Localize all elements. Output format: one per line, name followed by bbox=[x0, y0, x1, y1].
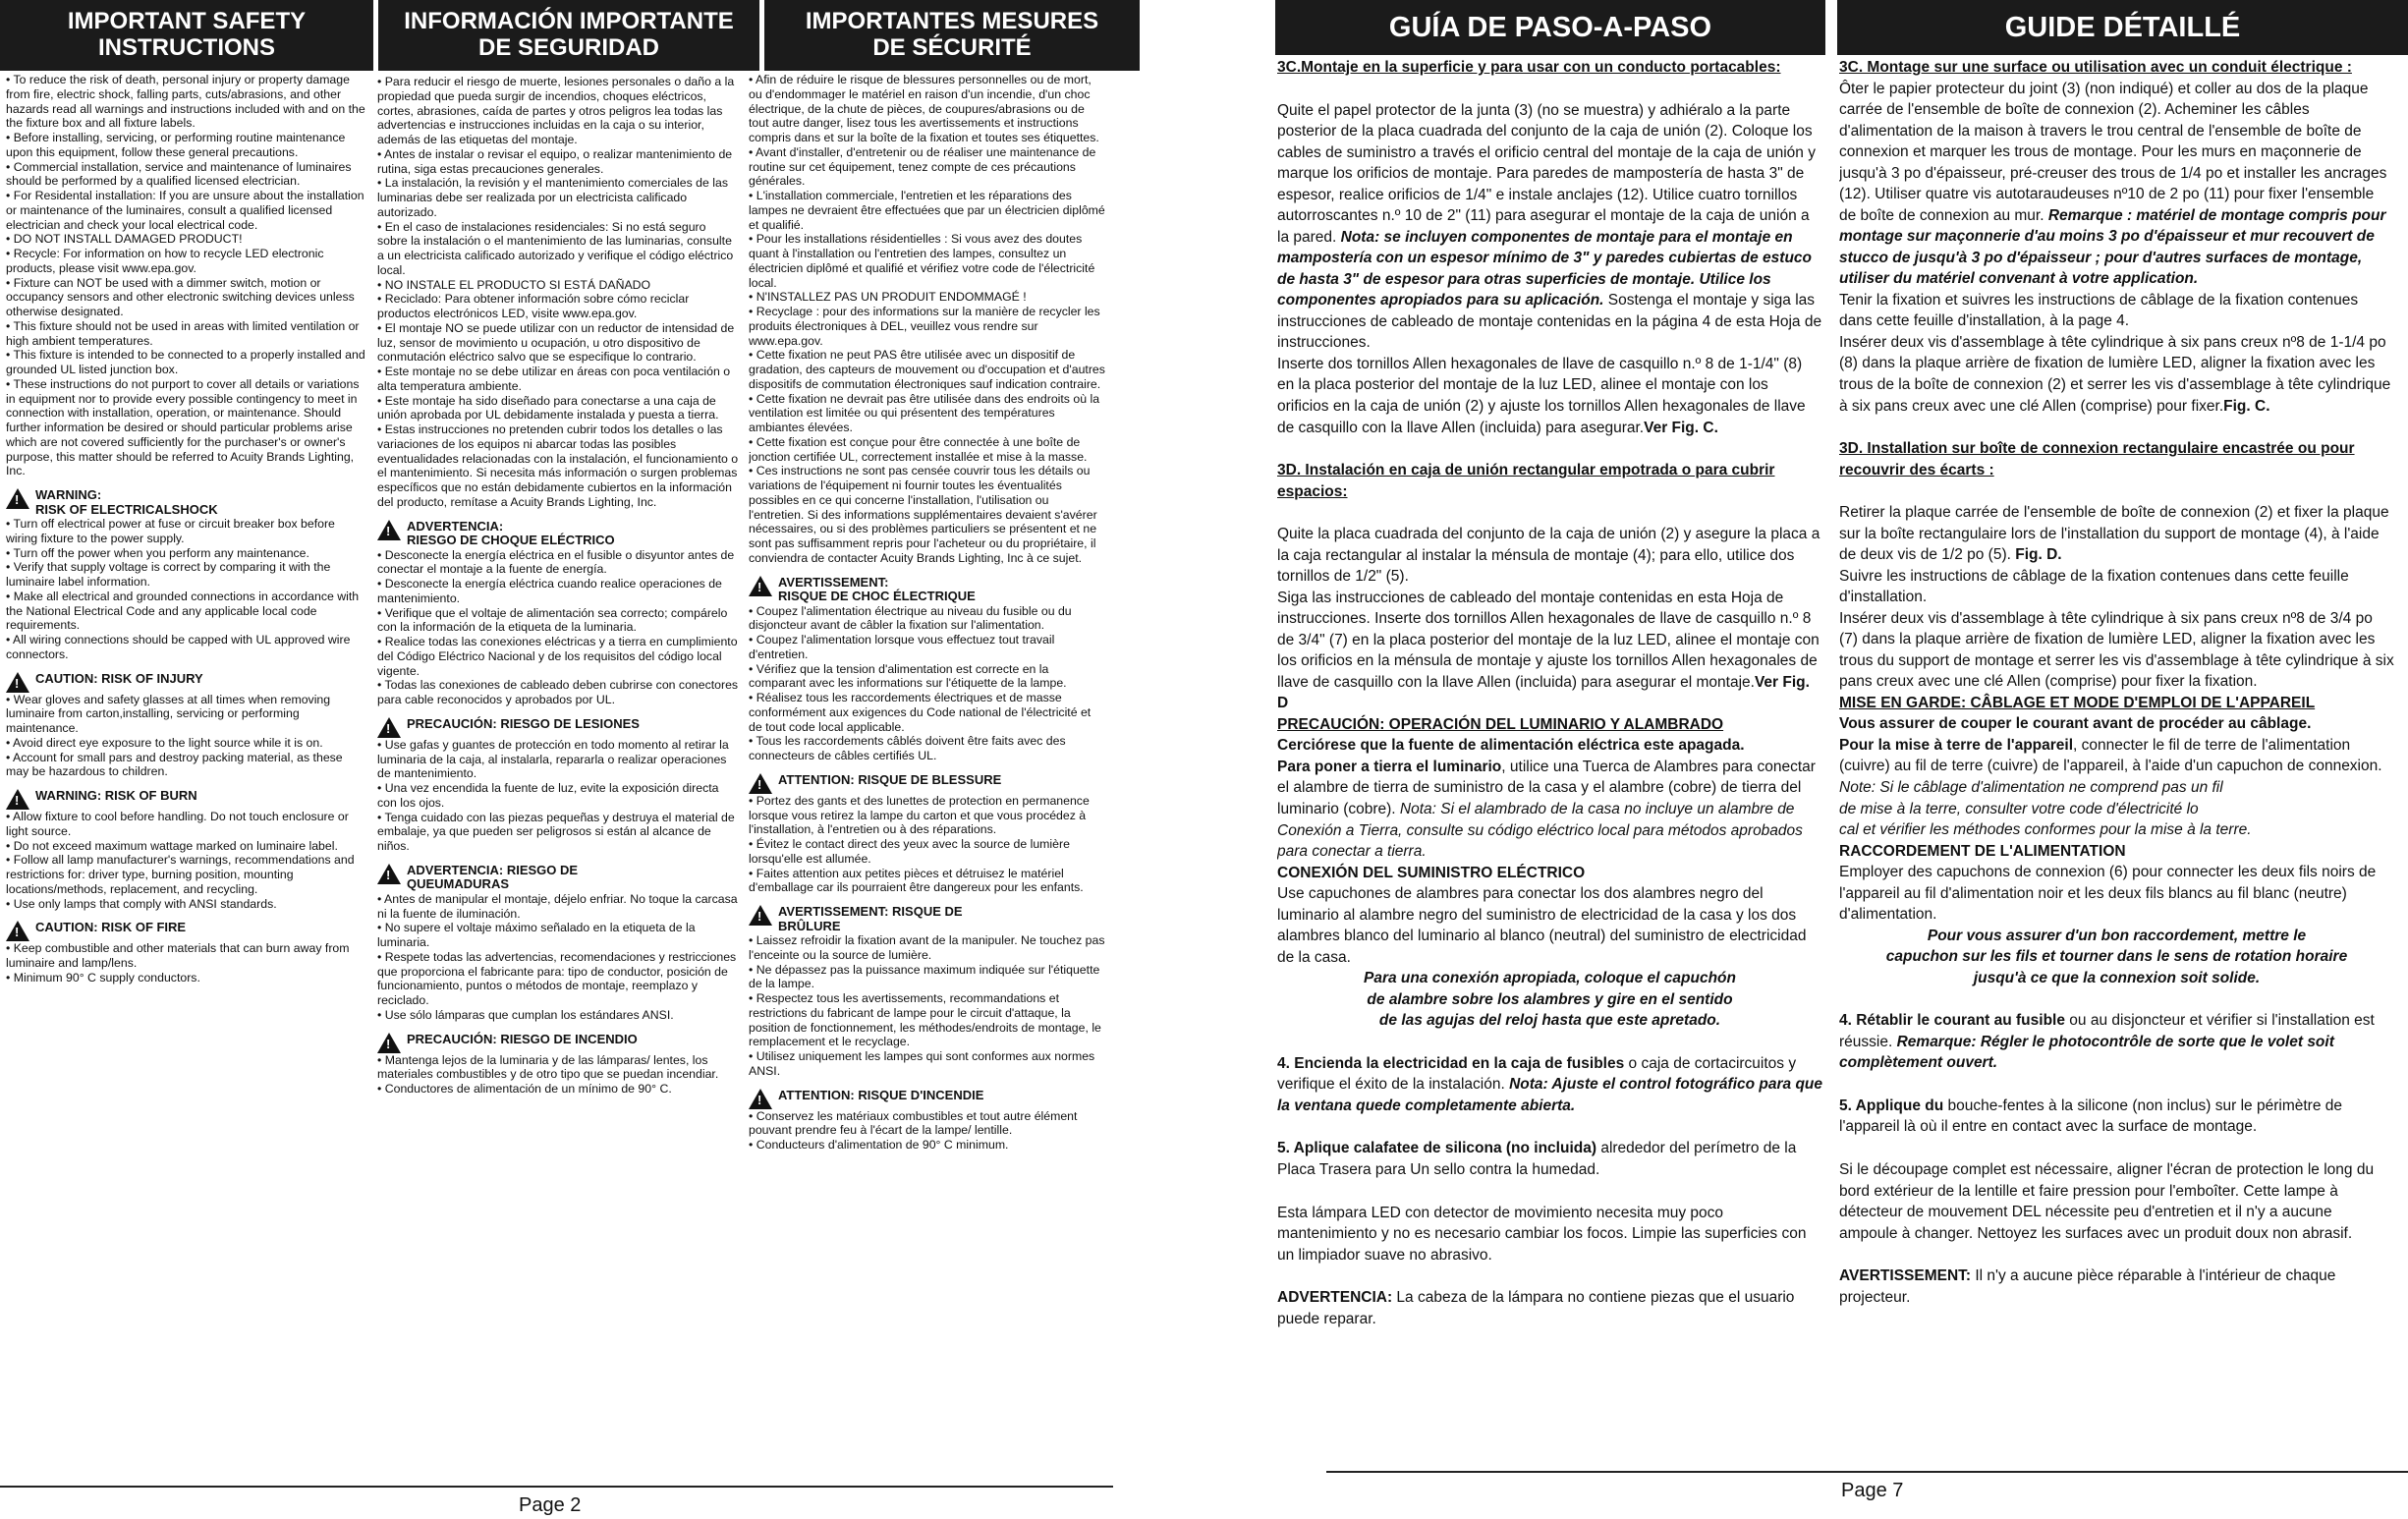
header-guide: GUIDE DÉTAILLÉ bbox=[1837, 0, 2408, 55]
safety-bullet: • Conductores de alimentación de un mínimo de 90° C. bbox=[377, 1082, 739, 1097]
warning-heading bbox=[377, 717, 739, 738]
step-5-fr: 5. Applique du bouche-fentes à la silicone (non inclus) sur le périmètre de l'appareil là où il entre en contact avec la surface de montage. bbox=[1839, 1097, 2342, 1136]
warning-heading bbox=[749, 905, 1107, 933]
safety-bullet: • Reciclado: Para obtener información sobre cómo reciclar productos electrónicos LED, visite www.epa.gov. bbox=[377, 292, 739, 321]
step-5-es: 5. Aplique calafatee de silicona (no incluida) alrededor del perímetro de la Placa Trasera para Un sello contra la humedad. bbox=[1277, 1140, 1797, 1178]
warning-title-line: ADVERTENCIA: RIESGO DE bbox=[407, 862, 579, 877]
safety-bullet: • En el caso de instalaciones residenciales: Si no está seguro sobre la instalación o el mantenimiento de las luminarias, consulte a un electricista calificado autorizado y verifique el código eléctrico local. bbox=[377, 220, 739, 278]
warning-triangle-icon bbox=[6, 789, 29, 810]
safety-bullet: • Antes de manipular el montaje, déjelo enfriar. No toque la carcasa ni la fuente de iluminación. bbox=[377, 892, 739, 922]
safety-bullet: • Minimum 90° C supply conductors. bbox=[6, 971, 365, 985]
warning-heading bbox=[6, 672, 365, 693]
safety-bullet: • Desconecte la energía eléctrica cuando realice operaciones de mantenimiento. bbox=[377, 577, 739, 606]
warning-title-line: ATTENTION: RISQUE DE BLESSURE bbox=[778, 771, 1002, 787]
safety-bullet: • Desconecte la energía eléctrica en el fusible o disyuntor antes de conectar el montaje a la fuente de energía. bbox=[377, 548, 739, 578]
safety-bullet: • Before installing, servicing, or performing routine maintenance upon this equipment, follow these general precautions. bbox=[6, 131, 365, 160]
warning-heading bbox=[377, 1033, 739, 1053]
led-note-es: Esta lámpara LED con detector de movimiento necesita muy poco mantenimiento y no es necesario cambiar los focos. Limpie las superficies con un limpiador suave no abrasivo. bbox=[1277, 1204, 1807, 1264]
safety-bullet: • Coupez l'alimentation électrique au niveau du fusible ou du disjoncteur avant de câbler la fixation sur l'alimentation. bbox=[749, 604, 1107, 634]
section-3d-body-es: Quite la placa cuadrada del conjunto de la caja de unión (2) y asegure la placa a la caja rectangular al instalar la ménsula de montaje (4); para ello, utilice dos tornillos de 1/2" (5). bbox=[1277, 526, 1820, 586]
raccordement-title-fr: RACCORDEMENT DE L'ALIMENTATION bbox=[1839, 842, 2126, 860]
safety-bullet: • This fixture is intended to be connected to a properly installed and grounded UL listed junction box. bbox=[6, 348, 365, 377]
header-fr: IMPORTANTES MESURES DE SÉCURITÉ bbox=[764, 0, 1140, 71]
column-guide-fr bbox=[1839, 57, 2394, 1452]
safety-bullet: • El montaje NO se puede utilizar con un reductor de intensidad de luz, sensor de movimiento u ocupación, u otro dispositivo de conmutación eléctrico salvo que se especifique lo contrario. bbox=[377, 321, 739, 365]
safety-bullet: • Avoid direct eye exposure to the light source while it is on. bbox=[6, 736, 365, 751]
warning-title-line: AVERTISSEMENT: RISQUE DE bbox=[778, 904, 963, 920]
header-en: IMPORTANT SAFETY INSTRUCTIONS bbox=[0, 0, 373, 71]
raccordement-body-fr: Employer des capuchons de connexion (6) pour connecter les deux fils noirs de l'appareil au fil d'alimentation noir et les deux fils blancs au fil blanc (neutre) d'alimentation. bbox=[1839, 864, 2377, 924]
ground-text-es: Para poner a tierra el luminario, utilice una Tuerca de Alambres para conectar el alambre de tierra de suministro de la casa y el alambre (cobre) de tierra del luminario (cobre). Nota: Si el alambrado de la casa no incluye un alambre de Conexión a Tierra, consulte su código eléctrico local para métodos aprobados para conectar a tierra. bbox=[1277, 758, 1816, 861]
conexion-title-es: CONEXIÓN DEL SUMINISTRO ELÉCTRICO bbox=[1277, 864, 1586, 881]
warning-heading bbox=[6, 789, 365, 810]
header-guia: GUÍA DE PASO-A-PASO bbox=[1275, 0, 1825, 55]
section-3c-title-fr: 3C. Montage sur une surface ou utilisation avec un conduit électrique : bbox=[1839, 59, 2352, 76]
safety-bullet: • Respete todas las advertencias, recomendaciones y restricciones que proporciona el fabricante para: tipo de conductor, posición de funcionamiento, puntos o métodos de montaje, reemplazo y reciclado. bbox=[377, 950, 739, 1008]
footer-rule bbox=[0, 1486, 1113, 1488]
safety-bullet: • Conducteurs d'alimentation de 90° C minimum. bbox=[749, 1138, 1107, 1153]
section-3c-title-es: 3C.Montaje en la superficie y para usar con un conducto portacables: bbox=[1277, 59, 1781, 76]
conexion-body-es: Use capuchones de alambres para conectar los dos alambres negro del luminario al alambre negro del suministro de electricidad de la casa y los dos alambres blanco del luminario al blanco (neutral) del suministro de electricidad de la casa. bbox=[1277, 885, 1807, 966]
warning-title-line: WARNING: bbox=[35, 487, 102, 502]
raccordement-note-fr: Pour vous assurer d'un bon raccordement, mettre le capuchon sur les fils et tourner dans le sens de rotation horaire jusqu'à ce que la connexion soit solide. bbox=[1885, 927, 2348, 986]
section-3c-body3-es: Inserte dos tornillos Allen hexagonales de llave de casquillo n.º 8 de 1-1/4" (8) en la placa posterior del montaje de la luz LED, alinee el montaje con los orificios en la caja de unión (2) y ajuste los tornillos Allen hexagonales de llave de casquillo con la llave Allen (incluida) para asegurar.Ver Fig. C. bbox=[1277, 355, 1806, 436]
section-3d-body3-fr: Insérer deux vis d'assemblage à tête cylindrique à six pans creux nº8 de 3/4 po (7) dans la plaque arrière de fixation de lumière LED, aligner la fixation avec les trous du support de montage et serrer les vis d'assemblage à tête cylindrique à six pans creux avec une clé Allen (comprise) pour fixer la fixation. bbox=[1839, 609, 2394, 691]
safety-bullet: • Respectez tous les avertissements, recommandations et restrictions du fabricant de lampe pour le circuit d'attaque, la position de fonctionnement, les méthodes/endroits de montage, le remplacement et le recyclage. bbox=[749, 991, 1107, 1049]
safety-bullet: • Cette fixation ne peut PAS être utilisée avec un dispositif de gradation, des capteurs de mouvement ou d'occupation et d'autres dispositifs de commutation électroniques sauf indication contraire. bbox=[749, 348, 1107, 391]
safety-bullet: • Verifique que el voltaje de alimentación sea correcto; compárelo con la información de la etiqueta de la luminaria. bbox=[377, 606, 739, 636]
warning-title-line: WARNING: RISK OF BURN bbox=[35, 788, 197, 804]
safety-bullet: • Vérifiez que la tension d'alimentation est correcte en la comparant avec les informations sur l'étiquette de la lampe. bbox=[749, 662, 1107, 692]
safety-bullet: • Avant d'installer, d'entretenir ou de réaliser une maintenance de routine sur cet équipement, tenez compte de ces précautions générales. bbox=[749, 145, 1107, 189]
step-4-es: 4. Encienda la electricidad en la caja de fusibles o caja de cortacircuitos y verifique el éxito de la instalación. Nota: Ajuste el control fotográfico para que la ventana quede completamente abierta. bbox=[1277, 1054, 1822, 1114]
safety-bullet: • Estas instrucciones no pretenden cubrir todos los detalles o las variaciones de los equipos ni abarcar todas las posibles eventualidades relacionadas con la instalación, el funcionamiento o el mantenimiento. Si necesita más información o surgen problemas específicos que no están debidamente cubiertos en la información del producto, remítase a Acuity Brands Lighting, Inc. bbox=[377, 422, 739, 510]
safety-bullet: • Afin de réduire le risque de blessures personnelles ou de mort, ou d'endommager le matériel en raison d'un incendie, d'un choc électrique, de la chute de pièces, de coupures/abrasions ou de tout autre danger, lisez tous les avertissements et instructions compris dans et sur la boîte de la fixation et toutes ses étiquettes. bbox=[749, 73, 1107, 145]
safety-bullet: • Réalisez tous les raccordements électriques et de masse conformément aux exigences du Code national de l'électricité et de tout code local applicable. bbox=[749, 691, 1107, 734]
section-3d-body2-es: Siga las instrucciones de cableado del montaje contenidas en esta Hoja de instrucciones. Inserte dos tornillos Allen hexagonales de llave de casquillo n.º 8 de 3/4" (7) en la placa posterior del montaje de la luz LED, alinee el montaje con los orificios en la ménsula de montaje y ajuste los tornillos Allen hexagonales de llave de casquillo con la llave Allen (incluida) para asegurar el montaje.Ver Fig. D bbox=[1277, 589, 1820, 712]
footer-rule bbox=[1326, 1471, 2408, 1473]
warning-heading bbox=[749, 576, 1107, 604]
warning-triangle-icon bbox=[377, 864, 401, 884]
safety-bullet: • N'INSTALLEZ PAS UN PRODUIT ENDOMMAGÉ ! bbox=[749, 290, 1107, 305]
safety-bullet: • Turn off the power when you perform any maintenance. bbox=[6, 546, 365, 561]
safety-bullet: • Recycle: For information on how to recycle LED electronic products, please visit www.epa.gov. bbox=[6, 247, 365, 276]
safety-bullet: • Wear gloves and safety glasses at all times when removing luminaire from carton,installing, servicing or performing maintenance. bbox=[6, 693, 365, 736]
column-en bbox=[6, 73, 365, 1468]
safety-bullet: • Verify that supply voltage is correct by comparing it with the luminaire label information. bbox=[6, 560, 365, 590]
warning-title-line: ADVERTENCIA: bbox=[407, 518, 504, 534]
column-fr bbox=[749, 73, 1107, 1468]
precaution-text-es: Cerciórese que la fuente de alimentación eléctrica este apagada. bbox=[1277, 737, 1745, 755]
safety-bullet: • Una vez encendida la fuente de luz, evite la exposición directa con los ojos. bbox=[377, 781, 739, 811]
warning-title-line: QUEUMADURAS bbox=[407, 876, 509, 892]
safety-bullet: • Account for small pars and destroy packing material, as these may be hazardous to children. bbox=[6, 751, 365, 780]
safety-bullet: • Utilisez uniquement les lampes qui sont conformes aux normes ANSI. bbox=[749, 1049, 1107, 1079]
warning-title-line: PRECAUCIÓN: RIESGO DE INCENDIO bbox=[407, 1031, 638, 1046]
safety-bullet: • This fixture should not be used in areas with limited ventilation or high ambient temperatures. bbox=[6, 319, 365, 349]
ground-text-fr: Pour la mise à terre de l'appareil, connecter le fil de terre de l'alimentation (cuivre) au fil de terre (cuivre) de l'appareil, à l'aide d'un capuchon de connexion. bbox=[1839, 736, 2382, 775]
safety-bullet: • Tenga cuidado con las piezas pequeñas y destruya el material de embalaje, ya que pueden ser peligrosos si están al alcance de niños. bbox=[377, 811, 739, 854]
conexion-note-es: Para una conexión apropiada, coloque el capuchón de alambre sobre los alambres y gire en el sentido de las agujas del reloj hasta que este apretado. bbox=[1364, 970, 1736, 1030]
cut-note-fr: Si le découpage complet est nécessaire, aligner l'écran de protection le long du bord extérieur de la lentille et faire pression pour l'emboîter. Cette lampe à détecteur de mouvement DEL nécessite peu d'entretien et il n'y a aucune ampoule à changer. Nettoyez les surfaces avec un produit doux non abrasif. bbox=[1839, 1160, 2375, 1242]
warning-triangle-icon bbox=[377, 520, 401, 540]
safety-bullet: • Ne dépassez pas la puissance maximum indiquée sur l'étiquette de la lampe. bbox=[749, 963, 1107, 992]
safety-bullet: • Recyclage : pour des informations sur la manière de recycler les produits électroniques à DEL, veuillez vous rendre sur www.epa.gov. bbox=[749, 305, 1107, 348]
warning-heading bbox=[377, 864, 739, 892]
safety-bullet: • Allow fixture to cool before handling. Do not touch enclosure or light source. bbox=[6, 810, 365, 839]
safety-bullet: • Para reducir el riesgo de muerte, lesiones personales o daño a la propiedad que pueda surgir de incendios, choques eléctricos, cortes, abrasiones, caída de partes y otros peligros lea todas las advertencias e instrucciones incluidas en la caja o su interior, además de las etiquetas del montaje. bbox=[377, 75, 739, 147]
section-3c-body3-fr: Insérer deux vis d'assemblage à tête cylindrique à six pans creux nº8 de 1-1/4 po (8) dans la plaque arrière de fixation de lumière LED, aligner la fixation avec les trous de la boîte de connexion (2) et serrer les vis d'assemblage à tête cylindrique à six pans creux avec une clé Allen (comprise) pour fixer.Fig. C. bbox=[1839, 333, 2391, 415]
safety-bullet: • Este montaje no se debe utilizar en áreas con poca ventilación o alta temperatura ambiente. bbox=[377, 365, 739, 394]
safety-bullet: • Portez des gants et des lunettes de protection en permanence lorsque vous retirez la lampe du carton et que vous procédez à l'installation, à l'entretien ou à des réparations. bbox=[749, 794, 1107, 837]
mise-en-garde-text-fr: Vous assurer de couper le courant avant de procéder au câblage. bbox=[1839, 715, 2312, 733]
safety-bullet: • Use gafas y guantes de protección en todo momento al retirar la luminaria de la caja, al instalarla, repararla o realizar operaciones de mantenimiento. bbox=[377, 738, 739, 781]
warning-title-line: RISK OF ELECTRICALSHOCK bbox=[35, 501, 218, 517]
section-3d-title-es: 3D. Instalación en caja de unión rectangular empotrada o para cubrir espacios: bbox=[1277, 462, 1775, 500]
warning-triangle-icon bbox=[377, 717, 401, 738]
safety-bullet: • Turn off electrical power at fuse or circuit breaker box before wiring fixture to the power supply. bbox=[6, 517, 365, 546]
safety-bullet: • Coupez l'alimentation lorsque vous effectuez tout travail d'entretien. bbox=[749, 633, 1107, 662]
safety-bullet: • Mantenga lejos de la luminaria y de las lámparas/ lentes, los materiales combustibles y de otro tipo que se puedan incendiar. bbox=[377, 1053, 739, 1083]
warning-title-line: BRÛLURE bbox=[778, 918, 841, 933]
warning-triangle-icon bbox=[6, 488, 29, 509]
safety-bullet: • La instalación, la revisión y el mantenimiento comerciales de las luminarias debe ser realizada por un electricista calificado autorizado. bbox=[377, 176, 739, 219]
section-3c-body-fr: Ôter le papier protecteur du joint (3) (non indiqué) et coller au dos de la plaque carrée de l'ensemble de boîte de connexion (2). Acheminer les câbles d'alimentation de la maison à travers le trou central de l'ensemble de boîte de connexion et marquer les trous de montage. Pour les murs en maçonnerie de jusqu'à 3 po d'épaisseur, pré-creuser des trous de 1/4 po et installer les ancrages (12). Utiliser quatre vis autotaraudeuses nº10 de 2 po (11) pour fixer l'ensemble de boîte de connexion au mur. Remarque : matériel de montage compris pour montage sur maçonnerie d'au moins 3 po d'épaisseur et mur recouvert de stucco de jusqu'à 3 po d'épaisseur ; pour d'autres surfaces de montage, utiliser du matériel convenant à votre application. bbox=[1839, 80, 2387, 288]
safety-bullet: • Use sólo lámparas que cumplan los estándares ANSI. bbox=[377, 1008, 739, 1023]
safety-bullet: • Laissez refroidir la fixation avant de la manipuler. Ne touchez pas l'enceinte ou la source de lumière. bbox=[749, 933, 1107, 963]
warning-triangle-icon bbox=[749, 905, 772, 926]
section-3d-body-fr: Retirer la plaque carrée de l'ensemble de boîte de connexion (2) et fixer la plaque sur la boîte rectangulaire lors de l'installation du support de montage (4), à l'aide de deux vis de 1/2 po (5). Fig. D. bbox=[1839, 504, 2389, 564]
warning-heading bbox=[749, 773, 1107, 794]
safety-bullet: • No supere el voltaje máximo señalado en la etiqueta de la luminaria. bbox=[377, 921, 739, 950]
safety-bullet: • Use only lamps that comply with ANSI standards. bbox=[6, 897, 365, 912]
page-number: Page 7 bbox=[1841, 1480, 1904, 1501]
warning-heading bbox=[749, 1089, 1107, 1109]
safety-bullet: • Commercial installation, service and maintenance of luminaires should be performed by a qualified licensed electrician. bbox=[6, 160, 365, 190]
column-guia-es bbox=[1277, 57, 1822, 1452]
safety-bullet: • Ces instructions ne sont pas censée couvrir tous les détails ou variations de l'équipement ni fournir toutes les éventualités possibles en ce qui concerne l'installation, l'utilisation ou l'entretien. Si des informations supplémentaires devaient s'avérer nécessaires, ou si des problèmes particuliers se présentent et ne sont pas suffisamment repris pour l'acheteur ou du propriétaire, il conviendra de contacter Acuity Brands Lighting, Inc à ce sujet. bbox=[749, 464, 1107, 565]
safety-bullet: • NO INSTALE EL PRODUCTO SI ESTÁ DAÑADO bbox=[377, 278, 739, 293]
warning-triangle-icon bbox=[6, 921, 29, 941]
safety-bullet: • Antes de instalar o revisar el equipo, o realizar mantenimiento de rutina, siga estas precauciones generales. bbox=[377, 147, 739, 177]
section-3d-body2-fr: Suivre les instructions de câblage de la fixation contenues dans cette feuille d'installation. bbox=[1839, 567, 2349, 606]
right-page bbox=[1248, 0, 2408, 1519]
warning-triangle-icon bbox=[377, 1033, 401, 1053]
warning-triangle-icon bbox=[6, 672, 29, 693]
safety-bullet: • Faites attention aux petites pièces et détruisez le matériel d'emballage car ils pourraient être dangereux pour les enfants. bbox=[749, 867, 1107, 896]
safety-bullet: • For Residental installation: If you are unsure about the installation or maintenance of the luminaires, consult a qualified licensed electrician and check your local electrical code. bbox=[6, 189, 365, 232]
column-es bbox=[377, 75, 739, 1470]
safety-bullet: • Follow all lamp manufacturer's warnings, recommendations and restrictions for: driver type, burning position, mounting locations/methods, replacement, and recycling. bbox=[6, 853, 365, 896]
step-4-fr: 4. Rétablir le courant au fusible ou au disjoncteur et vérifier si l'installation est réussie. Remarque: Régler le photocontrôle de sorte que le volet soit complètement ouvert. bbox=[1839, 1012, 2375, 1072]
safety-bullet: • DO NOT INSTALL DAMAGED PRODUCT! bbox=[6, 232, 365, 247]
avertissement-fr: AVERTISSEMENT: Il n'y a aucune pièce réparable à l'intérieur de chaque projecteur. bbox=[1839, 1267, 2336, 1306]
safety-bullet: • Realice todas las conexiones eléctricas y a tierra en cumplimiento del Código Eléctrico Nacional y de los requisitos del código local vigente. bbox=[377, 635, 739, 678]
page-number: Page 2 bbox=[519, 1494, 582, 1516]
safety-bullet: • All wiring connections should be capped with UL approved wire connectors. bbox=[6, 633, 365, 662]
warning-title-line: AVERTISSEMENT: bbox=[778, 574, 889, 590]
safety-bullet: • Pour les installations résidentielles : Si vous avez des doutes quant à l'installation ou l'entretien des lampes, consultez un électricien diplômé et qualifié et vérifiez votre code de l'électricité local. bbox=[749, 232, 1107, 290]
warning-heading bbox=[6, 921, 365, 941]
warning-triangle-icon bbox=[749, 1089, 772, 1109]
header-es: INFORMACIÓN IMPORTANTE DE SEGURIDAD bbox=[378, 0, 759, 71]
safety-bullet: • Make all electrical and grounded connections in accordance with the National Electrical Code and any applicable local code requirements. bbox=[6, 590, 365, 633]
warning-title-line: RISQUE DE CHOC ÉLECTRIQUE bbox=[778, 589, 976, 604]
warning-title-line: RIESGO DE CHOQUE ELÉCTRICO bbox=[407, 533, 615, 548]
warning-title-line: ATTENTION: RISQUE D'INCENDIE bbox=[778, 1087, 984, 1102]
warning-title-line: CAUTION: RISK OF INJURY bbox=[35, 670, 203, 686]
section-3d-title-fr: 3D. Installation sur boîte de connexion rectangulaire encastrée ou pour recouvrir des écarts : bbox=[1839, 440, 2355, 478]
warning-triangle-icon bbox=[749, 773, 772, 794]
section-3c-body-es: Quite el papel protector de la junta (3) (no se muestra) y adhiéralo a la parte posterior de la placa cuadrada del conjunto de la caja de unión (2). Coloque los cables de suministro a través el orificio central del montaje de la caja de unión y marque los orificios de montaje. Para paredes de mampostería de hasta 3" de espesor, realice orificios de 1/4" e instale anclajes (12). Utilice cuatro tornillos autorroscantes n.º 10 de 2" (11) para asegurar el montaje de la caja de unión a la pared. Nota: se incluyen componentes de montaje para el montaje en mampostería con un espesor mínimo de 3" y paredes cubiertas de estuco de hasta 3" de espesor para otras superficies de montaje. Utilice los componentes apropiados para su aplicación. Sostenga el montaje y siga las instrucciones de cableado de montaje contenidas en la página 4 de esta Hoja de instrucciones. bbox=[1277, 101, 1822, 352]
safety-bullet: • Keep combustible and other materials that can burn away from luminaire and lamp/lens. bbox=[6, 941, 365, 971]
safety-bullet: • Tous les raccordements câblés doivent être faits avec des connecteurs de câbles certifiés UL. bbox=[749, 734, 1107, 763]
ground-note-fr: Note: Si le câblage d'alimentation ne comprend pas un fil de mise à la terre, consulter votre code d'électricité lo cal et vérifier les méthodes conformes pour la mise à la terre. bbox=[1839, 779, 2252, 839]
safety-bullet: • Este montaje ha sido diseñado para conectarse a una caja de unión aprobada por UL debidamente instalada y puesta a tierra. bbox=[377, 394, 739, 423]
safety-bullet: • Conservez les matériaux combustibles et tout autre élément pouvant prendre feu à l'écart de la lampe/ lentille. bbox=[749, 1109, 1107, 1139]
advertencia-es: ADVERTENCIA: La cabeza de la lámpara no contiene piezas que el usuario puede reparar. bbox=[1277, 1289, 1795, 1327]
left-page bbox=[0, 0, 1140, 1519]
warning-title-line: PRECAUCIÓN: RIESGO DE LESIONES bbox=[407, 715, 640, 731]
safety-bullet: • Cette fixation est conçue pour être connectée à une boîte de jonction certifiée UL, correctement installée et mise à la masse. bbox=[749, 435, 1107, 465]
safety-bullet: • To reduce the risk of death, personal injury or property damage from fire, electric shock, falling parts, cuts/abrasions, and other hazards read all warnings and instructions included with and on the the fixture box and all fixture labels. bbox=[6, 73, 365, 131]
precaution-title-es: PRECAUCIÓN: OPERACIÓN DEL LUMINARIO Y ALAMBRADO bbox=[1277, 715, 1724, 733]
warning-title-line: CAUTION: RISK OF FIRE bbox=[35, 920, 187, 935]
warning-triangle-icon bbox=[749, 576, 772, 596]
warning-heading bbox=[6, 488, 365, 517]
safety-bullet: • Cette fixation ne devrait pas être utilisée dans des endroits où la ventilation est limitée ou qui présentent des températures ambiantes élevées. bbox=[749, 392, 1107, 435]
safety-bullet: • Fixture can NOT be used with a dimmer switch, motion or occupancy sensors and other electronic switching devices unless otherwise designated. bbox=[6, 276, 365, 319]
safety-bullet: • These instructions do not purport to cover all details or variations in equipment nor to provide every possible contingency to meet in connection with installation, operation, or maintenance. Should further information be desired or should particular problems arise which are not covered sufficiently for the purchaser's or owner's purpose, this matter should be referred to Acuity Brands Lighting, Inc. bbox=[6, 377, 365, 478]
safety-bullet: • Todas las conexiones de cableado deben cubrirse con conectores para cable reconocidos y aprobados por UL. bbox=[377, 678, 739, 707]
mise-en-garde-title-fr: MISE EN GARDE: CÂBLAGE ET MODE D'EMPLOI DE L'APPAREIL bbox=[1839, 694, 2316, 711]
warning-heading bbox=[377, 520, 739, 548]
section-3c-body2-fr: Tenir la fixation et suivres les instructions de câblage de la fixation contenues dans cette feuille d'installation, à la page 4. bbox=[1839, 291, 2359, 330]
safety-bullet: • L'installation commerciale, l'entretien et les réparations des lampes ne devraient être effectuées que par un électricien diplômé et qualifié. bbox=[749, 189, 1107, 232]
safety-bullet: • Do not exceed maximum wattage marked on luminaire label. bbox=[6, 839, 365, 854]
safety-bullet: • Évitez le contact direct des yeux avec la source de lumière lorsqu'elle est allumée. bbox=[749, 837, 1107, 867]
